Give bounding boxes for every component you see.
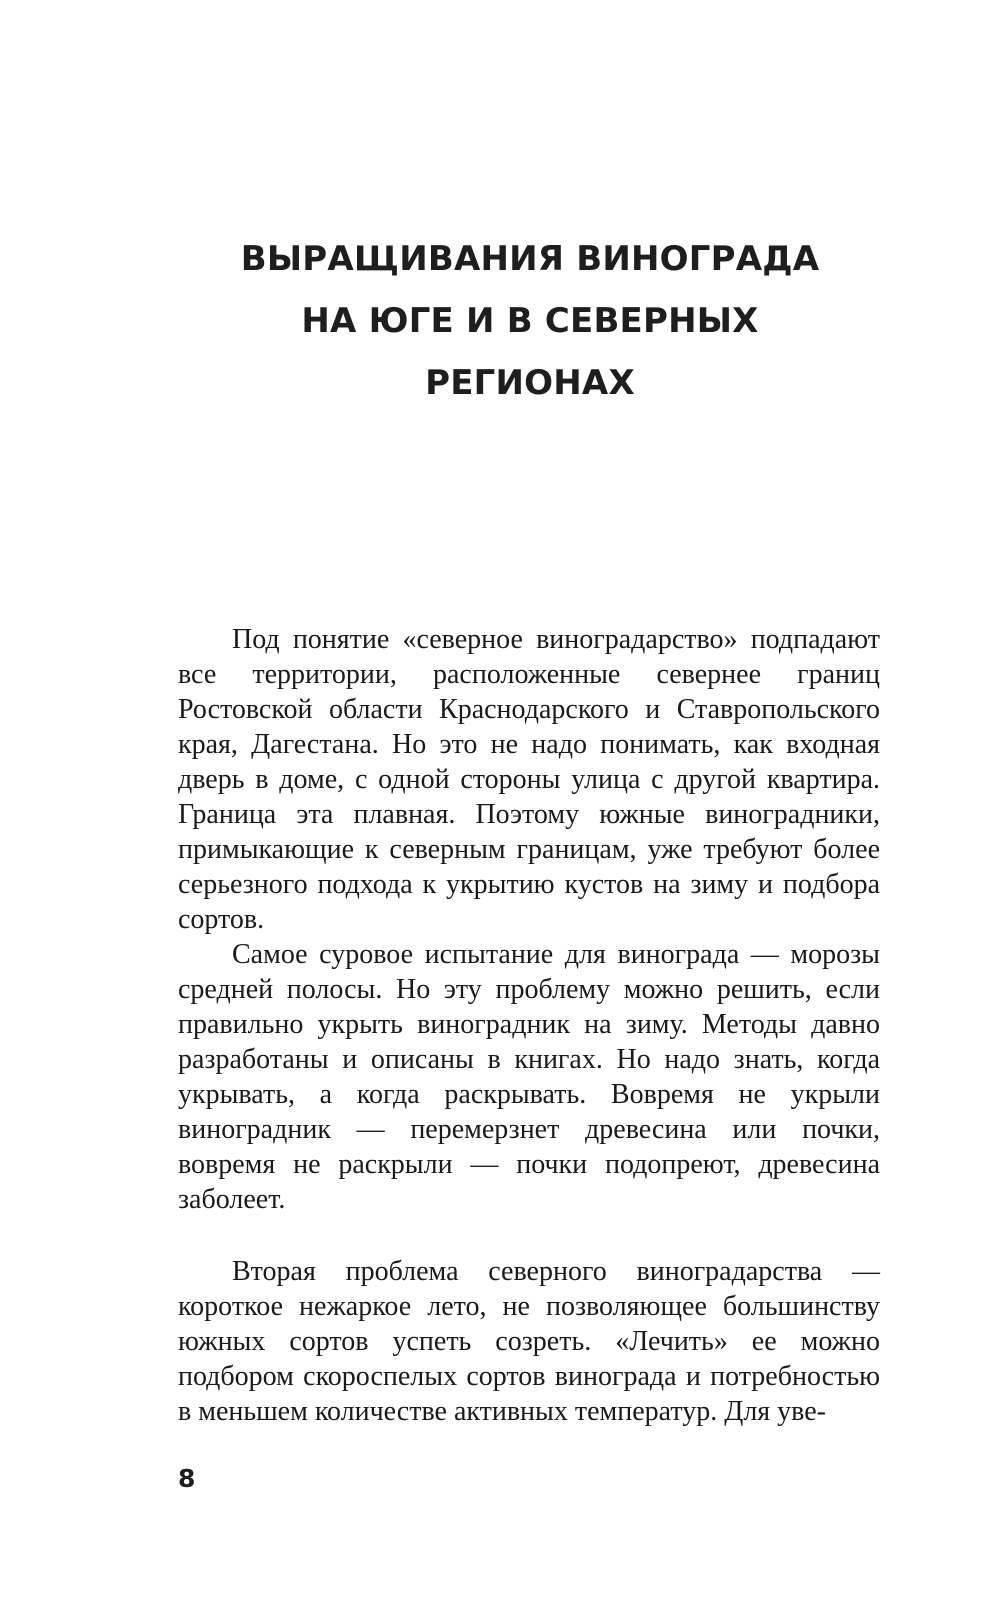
chapter-title-line-3: РЕГИОНАХ bbox=[425, 363, 635, 403]
page-number: 8 bbox=[178, 1464, 196, 1493]
chapter-title-line-1: ВЫРАЩИВАНИЯ ВИНОГРАДА bbox=[240, 239, 820, 279]
paragraph-2: Самое суровое испытание для винограда — морозы средней полосы. Но эту проблему можно решить, если правильно укрыть виноградник на зиму. Методы давно разработаны и описаны в книгах. Но надо знать, когда укрывать, а когда раскрывать. Вовремя не укрыли виноградник — перемерзнет древесина или почки, вовремя не раскрыли — почки подопреют, древесина заболеет. bbox=[178, 939, 880, 1215]
chapter-title bbox=[180, 228, 880, 414]
paragraph-3: Вторая проблема северного виноградарства — короткое нежаркое лето, не позволяющее большинству южных сортов успеть созреть. «Лечить» ее можно подбором скороспелых сортов винограда и потребностью в меньшем количестве активных температур. Для уве- bbox=[178, 1256, 880, 1427]
paragraph-1: Под понятие «северное виноградарство» подпадают все территории, расположенные севернее границ Ростовской области Краснодарского и Ставропольского края, Дагестана. Но это не надо понимать, как входная дверь в доме, с одной стороны улица с другой квартира. Граница эта плавная. Поэтому южные виноградники, примыкающие к северным границам, уже требуют более серьезного подхода к укрытию кустов на зиму и подбора сортов. bbox=[178, 624, 880, 935]
chapter-title-line-2: НА ЮГЕ И В СЕВЕРНЫХ bbox=[301, 301, 759, 341]
body-text bbox=[178, 622, 880, 1429]
